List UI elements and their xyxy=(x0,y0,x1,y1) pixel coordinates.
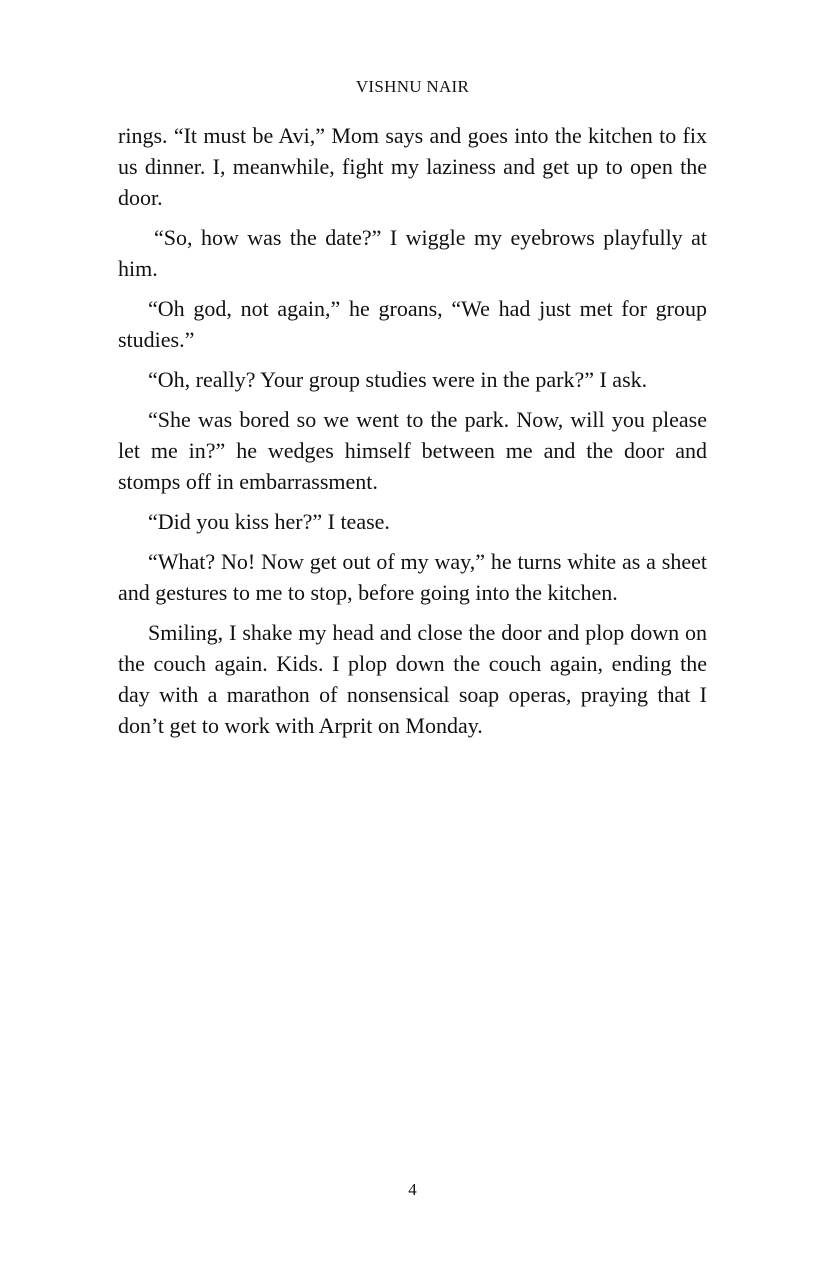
paragraph-2: “So, how was the date?” I wiggle my eyebrows playfully at him. xyxy=(118,225,707,281)
running-header: VISHNU NAIR xyxy=(355,77,470,96)
paragraph-5: “She was bored so we went to the park. Now, will you please let me in?” he wedges himself between me and the door and stomps off in embarrassment. xyxy=(118,407,707,494)
page-number: 4 xyxy=(408,1180,417,1199)
paragraph-6: “Did you kiss her?” I tease. xyxy=(148,509,390,534)
body-text xyxy=(118,120,707,750)
paragraph-7: “What? No! Now get out of my way,” he turns white as a sheet and gestures to me to stop, before going into the kitchen. xyxy=(118,549,707,605)
paragraph-4: “Oh, really? Your group studies were in the park?” I ask. xyxy=(148,367,648,392)
paragraph-8: Smiling, I shake my head and close the door and plop down on the couch again. Kids. I plop down the couch again, ending the day with a marathon of nonsensical soap operas, praying that I don’t get to work with Arprit on Monday. xyxy=(118,620,707,738)
paragraph-1: rings. “It must be Avi,” Mom says and goes into the kitchen to fix us dinner. I, meanwhile, fight my laziness and get up to open the door. xyxy=(118,123,707,210)
paragraph-3: “Oh god, not again,” he groans, “We had just met for group studies.” xyxy=(118,296,707,352)
